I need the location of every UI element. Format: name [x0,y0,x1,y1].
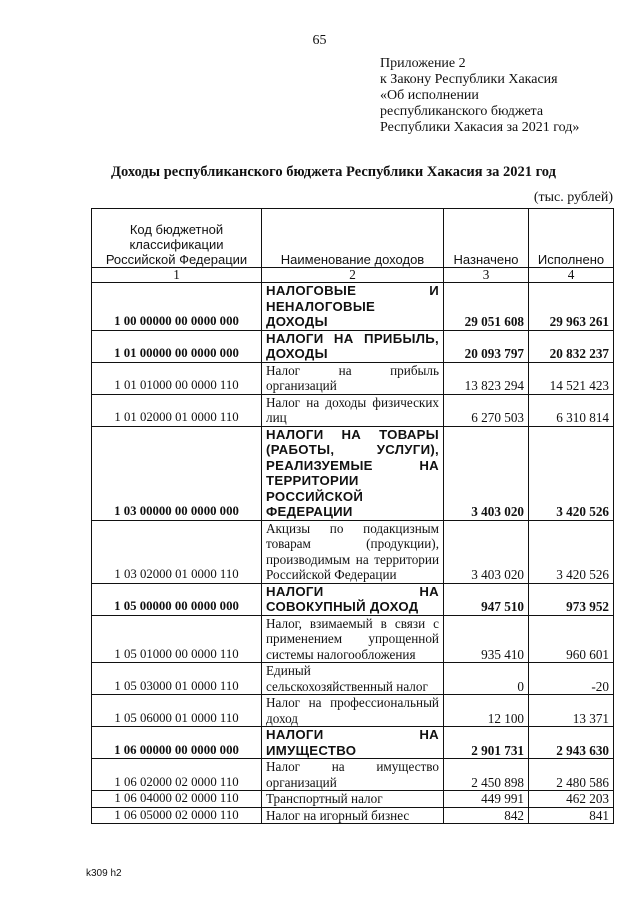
row-name: Налог на профессиональный доход [262,695,444,727]
row-name: Налог на прибыль организаций [262,362,444,394]
row-assigned: 947 510 [444,583,529,615]
row-name: Налог, взимаемый в связи с применением упрощенной системы налогообложения [262,615,444,663]
row-assigned: 2 450 898 [444,759,529,791]
table-row [92,583,614,615]
column-number: 3 [444,268,529,283]
table-row [92,615,614,663]
row-executed: 2 480 586 [529,759,614,791]
appendix-note [380,56,579,136]
row-code: 1 00 00000 00 0000 000 [92,283,262,331]
row-assigned: 6 270 503 [444,394,529,426]
row-executed: 6 310 814 [529,394,614,426]
document-title: Доходы республиканского бюджета Республики Хакасия за 2021 год [111,164,556,180]
row-code: 1 06 02000 02 0000 110 [92,759,262,791]
row-code: 1 03 02000 01 0000 110 [92,520,262,583]
table-row [92,330,614,362]
row-executed: 13 371 [529,695,614,727]
table-row [92,663,614,695]
row-code: 1 06 04000 02 0000 110 [92,791,262,808]
column-number: 1 [92,268,262,283]
row-code: 1 05 01000 00 0000 110 [92,615,262,663]
header-name: Наименование доходов [262,209,444,268]
row-executed: 973 952 [529,583,614,615]
row-name: НАЛОГИ НА СОВОКУПНЫЙ ДОХОД [262,583,444,615]
table-row [92,394,614,426]
row-assigned: 3 403 020 [444,520,529,583]
row-code: 1 03 00000 00 0000 000 [92,426,262,520]
header-code: Код бюджетной классификации Российской Федерации [92,209,262,268]
table-row [92,759,614,791]
table-header-row [92,209,614,268]
row-assigned: 3 403 020 [444,426,529,520]
row-code: 1 01 02000 01 0000 110 [92,394,262,426]
row-executed: 29 963 261 [529,283,614,331]
table-row [92,791,614,808]
row-name: НАЛОГИ НА ПРИБЫЛЬ, ДОХОДЫ [262,330,444,362]
row-name: Налог на доходы физических лиц [262,394,444,426]
row-code: 1 01 01000 00 0000 110 [92,362,262,394]
row-assigned: 842 [444,807,529,824]
table-body [92,283,614,824]
header-assigned: Назначено [444,209,529,268]
table-row [92,362,614,394]
table-row [92,520,614,583]
row-assigned: 29 051 608 [444,283,529,331]
table-row [92,727,614,759]
units-note: (тыс. рублей) [533,190,613,205]
column-number: 2 [262,268,444,283]
row-executed: 14 521 423 [529,362,614,394]
page-number: 65 [312,33,327,48]
row-assigned: 2 901 731 [444,727,529,759]
row-name: НАЛОГОВЫЕ И НЕНАЛОГОВЫЕ ДОХОДЫ [262,283,444,331]
row-assigned: 20 093 797 [444,330,529,362]
row-executed: 960 601 [529,615,614,663]
table-row [92,283,614,331]
row-executed: 841 [529,807,614,824]
row-assigned: 449 991 [444,791,529,808]
row-name: Транспортный налог [262,791,444,808]
appendix-line: «Об исполнении [380,88,479,103]
row-name: НАЛОГИ НА ТОВАРЫ (РАБОТЫ, УСЛУГИ), РЕАЛИЗУЕМЫЕ НА ТЕРРИТОРИИ РОССИЙСКОЙ ФЕДЕРАЦИИ [262,426,444,520]
row-assigned: 12 100 [444,695,529,727]
row-name: Единый сельскохозяйственный налог [262,663,444,695]
column-number-row [92,268,614,283]
row-name: Налог на имущество организаций [262,759,444,791]
header-executed: Исполнено [529,209,614,268]
row-code: 1 06 05000 02 0000 110 [92,807,262,824]
row-executed: 2 943 630 [529,727,614,759]
row-executed: 20 832 237 [529,330,614,362]
table-row [92,426,614,520]
table-row [92,695,614,727]
row-code: 1 05 00000 00 0000 000 [92,583,262,615]
row-assigned: 935 410 [444,615,529,663]
appendix-line: республиканского бюджета [380,104,544,119]
row-executed: 3 420 526 [529,426,614,520]
row-assigned: 13 823 294 [444,362,529,394]
footer-mark: k309 h2 [86,868,122,879]
row-executed: 462 203 [529,791,614,808]
row-code: 1 05 06000 01 0000 110 [92,695,262,727]
row-code: 1 01 00000 00 0000 000 [92,330,262,362]
appendix-line: Приложение 2 [380,56,466,71]
row-name: НАЛОГИ НА ИМУЩЕСТВО [262,727,444,759]
row-assigned: 0 [444,663,529,695]
row-code: 1 06 00000 00 0000 000 [92,727,262,759]
revenue-table [91,208,614,824]
row-executed: -20 [529,663,614,695]
row-executed: 3 420 526 [529,520,614,583]
table-row [92,807,614,824]
column-number: 4 [529,268,614,283]
row-name: Налог на игорный бизнес [262,807,444,824]
appendix-line: к Закону Республики Хакасия [380,72,558,87]
row-code: 1 05 03000 01 0000 110 [92,663,262,695]
row-name: Акцизы по подакцизным товарам (продукции), производимым на территории Российской Федерации [262,520,444,583]
appendix-line: Республики Хакасия за 2021 год» [380,120,580,135]
